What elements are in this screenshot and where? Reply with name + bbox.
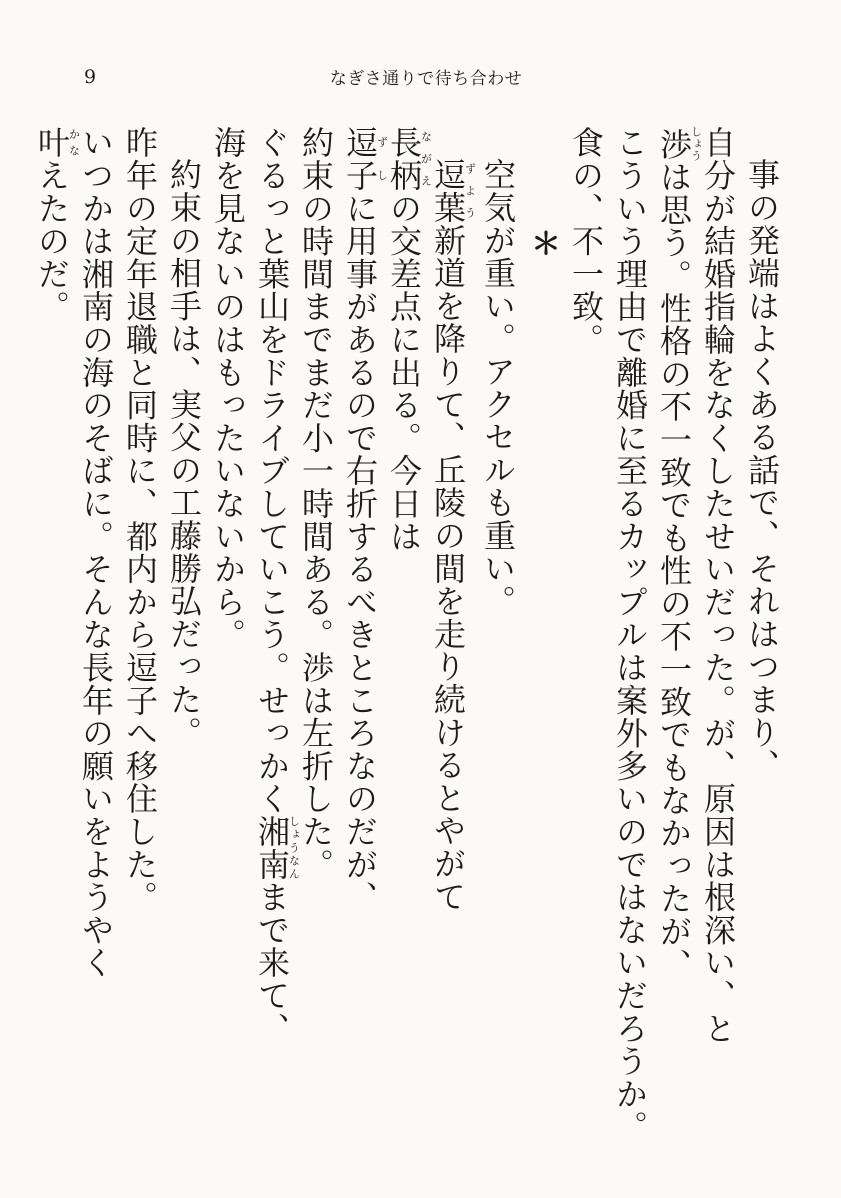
paragraph — [206, 126, 476, 1126]
ruby-word — [253, 814, 301, 881]
ruby-reading: ずよう — [463, 158, 477, 224]
ruby-reading: ながえ — [419, 126, 433, 192]
paragraph — [564, 126, 784, 1143]
ruby-reading: しょうなん — [287, 814, 301, 881]
text-run: 新道を降りて、丘陵の間を走り続けるとやがて — [429, 223, 467, 913]
ruby-word — [655, 126, 703, 162]
ruby-base: 叶 — [33, 126, 71, 159]
ruby-base: 逗 — [341, 126, 379, 159]
ruby-reading: かな — [67, 126, 81, 159]
text-run: は思う。性格の不一致でも性の不一致でもなかったが、こういう理由で離婚に至るカップルは案外多いのではないだろうか。食の、不一致。 — [567, 126, 693, 1143]
text-run: 約束の相手は、実父の工藤勝弘だった。昨年の定年退職と同時に、都内から逗子へ移住した。いつかは湘南の海のそばに。そんな長年の願いをようやく — [77, 126, 203, 979]
text-run: の交差点に出る。今日は — [385, 191, 423, 553]
ruby-base: 子 — [341, 158, 379, 192]
paragraph — [476, 126, 520, 1126]
text-run: 空気が重い。アクセルも重い。 — [479, 158, 517, 618]
paragraph — [30, 126, 206, 1126]
ruby-base: 長柄 — [385, 126, 423, 192]
text-run: 事の発端はよくある話で、それはつまり、自分が結婚指輪をなくしたせいだった。が、原因は根深い、と — [699, 126, 781, 1045]
ruby-base: 渉 — [655, 126, 693, 162]
ruby-word — [385, 126, 433, 192]
text-run: えたのだ。 — [33, 158, 71, 323]
ruby-word — [341, 126, 389, 159]
scene-break-asterisk: ＊ — [525, 228, 560, 259]
ruby-base: 湘南 — [253, 814, 291, 881]
ruby-word — [33, 126, 81, 159]
running-head-title: なぎさ通りで待ち合わせ — [329, 69, 523, 89]
page-number: 9 — [84, 66, 97, 88]
text-run: に用事があるので右折するべきところなのだが、約束の時間までまだ小一時間ある。渉は左折した。ぐるっと葉山をドライブしていこう。せっかく — [253, 126, 379, 914]
ruby-word — [429, 158, 477, 224]
ruby-reading: ず — [375, 126, 389, 159]
ruby-reading: し — [375, 158, 389, 192]
text-run: まで来て、海を見ないのはもったいないから。 — [209, 126, 291, 1045]
body-text — [33, 126, 784, 1143]
ruby-base: 逗葉 — [429, 158, 467, 224]
ruby-word — [341, 158, 389, 192]
ruby-reading: しょう — [689, 126, 703, 162]
